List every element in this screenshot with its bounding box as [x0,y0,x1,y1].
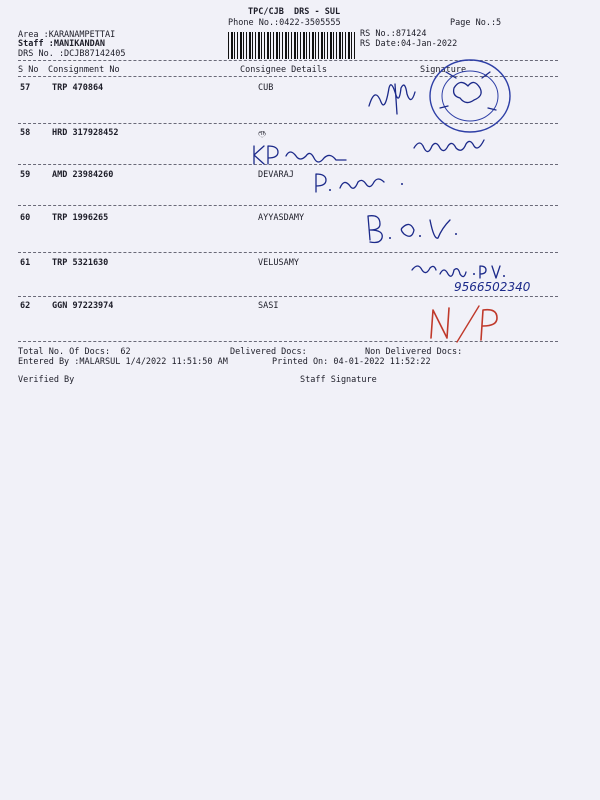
row-sno: 62 [20,301,31,311]
row-sno: 59 [20,170,31,180]
row-divider [18,296,558,297]
col-consignment: Consignment No [48,65,120,75]
printed-on: Printed On: 04-01-2022 11:52:22 [272,357,431,367]
drs-number: DRS No. :DCJB87142405 [18,49,126,59]
handwriting-row59 [312,170,412,196]
page-number: Page No.:5 [450,18,502,28]
handwriting-row62 [425,302,505,346]
row-sno: 57 [20,83,31,93]
handwriting-row60 [362,210,472,244]
row-sno: 58 [20,128,31,138]
company-stamp [410,58,520,138]
row-consignment: HRD 317928452 [52,128,119,138]
row-consignment: TRP 1996265 [52,213,109,223]
delivered-docs: Delivered Docs: [230,347,307,357]
col-signature: Signature [420,65,467,75]
phone-number: Phone No.:0422-3505555 [228,18,341,28]
row-consignee: AYYASDAMY [258,213,305,223]
area-label: Area :KARANAMPETTAI [18,30,116,40]
phone-handwritten: 9566502340 [454,280,531,294]
row-divider [18,205,558,206]
row-divider [18,252,558,253]
row-consignee: VELUSAMY [258,258,299,268]
doc-title: TPC/CJB DRS - SUL [248,7,341,17]
handwriting-row58 [250,142,360,168]
staff-label: Staff :MANIKANDAN [18,39,105,49]
rs-date: RS Date:04-Jan-2022 [360,39,458,49]
row-consignment: TRP 470864 [52,83,104,93]
row-consignee: DEVARAJ [258,170,294,180]
row-sno: 61 [20,258,31,268]
entered-by: Entered By :MALARSUL 1/4/2022 11:51:50 AM [18,357,228,367]
handwriting-row58-right [410,134,500,158]
row-consignment: GGN 97223974 [52,301,114,311]
row-sno: 60 [20,213,31,223]
verified-by: Verified By [18,375,75,385]
row-consignment: TRP 5321630 [52,258,109,268]
total-docs: Total No. Of Docs: 62 [18,347,131,357]
row-consignee: CUB [258,83,274,93]
handwriting-row61-phone [452,276,552,296]
col-consignee: Consignee Details [240,65,327,75]
col-sno: S No [18,65,39,75]
staff-signature: Staff Signature [300,375,377,385]
non-delivered-docs: Non Delivered Docs: [365,347,463,357]
row-consignment: AMD 23984260 [52,170,114,180]
barcode-image [228,32,355,59]
signature-row57 [365,76,425,122]
row-consignee: ரூ [258,128,266,138]
rs-number: RS No.:871424 [360,29,427,39]
row-consignee: SASI [258,301,279,311]
